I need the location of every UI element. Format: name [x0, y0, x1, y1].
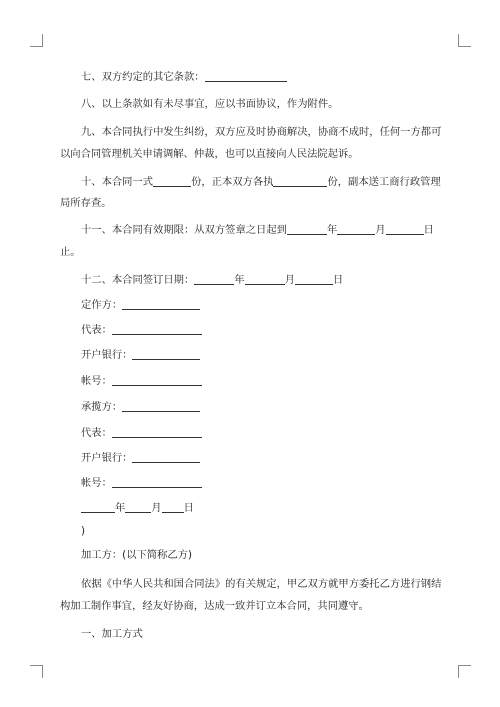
blank-field	[112, 373, 202, 386]
processor-party: 加工方：(以下简称乙方)	[81, 549, 193, 561]
clause-11-line-2: 止。	[60, 246, 81, 258]
blank-field	[112, 475, 202, 488]
field-contractor-representative: 代表：	[60, 425, 471, 440]
field-orderer-account: 帐号：	[60, 373, 471, 388]
field-contractor: 承揽方：	[60, 399, 471, 414]
preamble-line-1: 依据《中华人民共和国合同法》的有关规定，甲乙双方就甲方委托乙方进行钢结	[81, 578, 442, 590]
field-contractor-bank: 开户银行：	[60, 450, 471, 465]
clause-9-line-1: 九、本合同执行中发生纠纷，双方应及时协商解决，协商不成时，任何一方都可	[81, 126, 442, 138]
field-contractor-account: 帐号：	[60, 475, 471, 490]
blank-field	[81, 500, 115, 513]
clause-8: 八、以上条款如有未尽事宜，应以书面协议，作为附件。	[81, 98, 339, 110]
blank-field	[122, 399, 200, 412]
clause-11-line-1: 十一、本合同有效期限：从双方签章之日起到 年 月 日	[81, 224, 434, 236]
section-heading: 一、加工方式	[81, 628, 143, 640]
clause-10-line-1: 十、本合同一式 份，正本双方各执 份，副本送工商行政管理	[81, 176, 441, 188]
signing-date: 年 月 日	[60, 500, 471, 515]
preamble-line-2: 构加工制作事宜，经友好协商，达成一致并订立本合同，共同遵守。	[60, 600, 369, 612]
clause-10-line-2: 局所存查。	[60, 197, 112, 209]
blank-field	[205, 69, 287, 82]
crop-mark-top-left	[30, 34, 43, 47]
blank-field	[287, 222, 327, 235]
blank-field	[122, 297, 200, 310]
blank-field	[273, 174, 327, 187]
blank-field	[386, 222, 424, 235]
clause-9-line-2: 以向合同管理机关申请调解、仲裁，也可以直接向人民法院起诉。	[60, 148, 359, 160]
crop-mark-bottom-left	[30, 665, 43, 678]
blank-field	[162, 500, 184, 513]
blank-field	[153, 174, 191, 187]
blank-field	[337, 222, 375, 235]
blank-field	[245, 272, 285, 285]
blank-field	[112, 322, 202, 335]
crop-mark-top-right	[458, 34, 471, 47]
clause-7: 七、双方约定的其它条款：	[60, 69, 471, 84]
blank-field	[132, 450, 200, 463]
field-orderer-representative: 代表：	[60, 322, 471, 337]
field-orderer: 定作方：	[60, 297, 471, 312]
crop-mark-bottom-right	[458, 665, 471, 678]
blank-field	[295, 272, 333, 285]
clause-12: 十二、本合同签订日期： 年 月 日	[81, 274, 344, 286]
blank-field	[132, 347, 200, 360]
blank-field	[125, 500, 151, 513]
blank-field	[112, 425, 202, 438]
blank-field	[194, 272, 234, 285]
field-orderer-bank: 开户银行：	[60, 347, 471, 362]
closing-paren: )	[81, 525, 86, 537]
